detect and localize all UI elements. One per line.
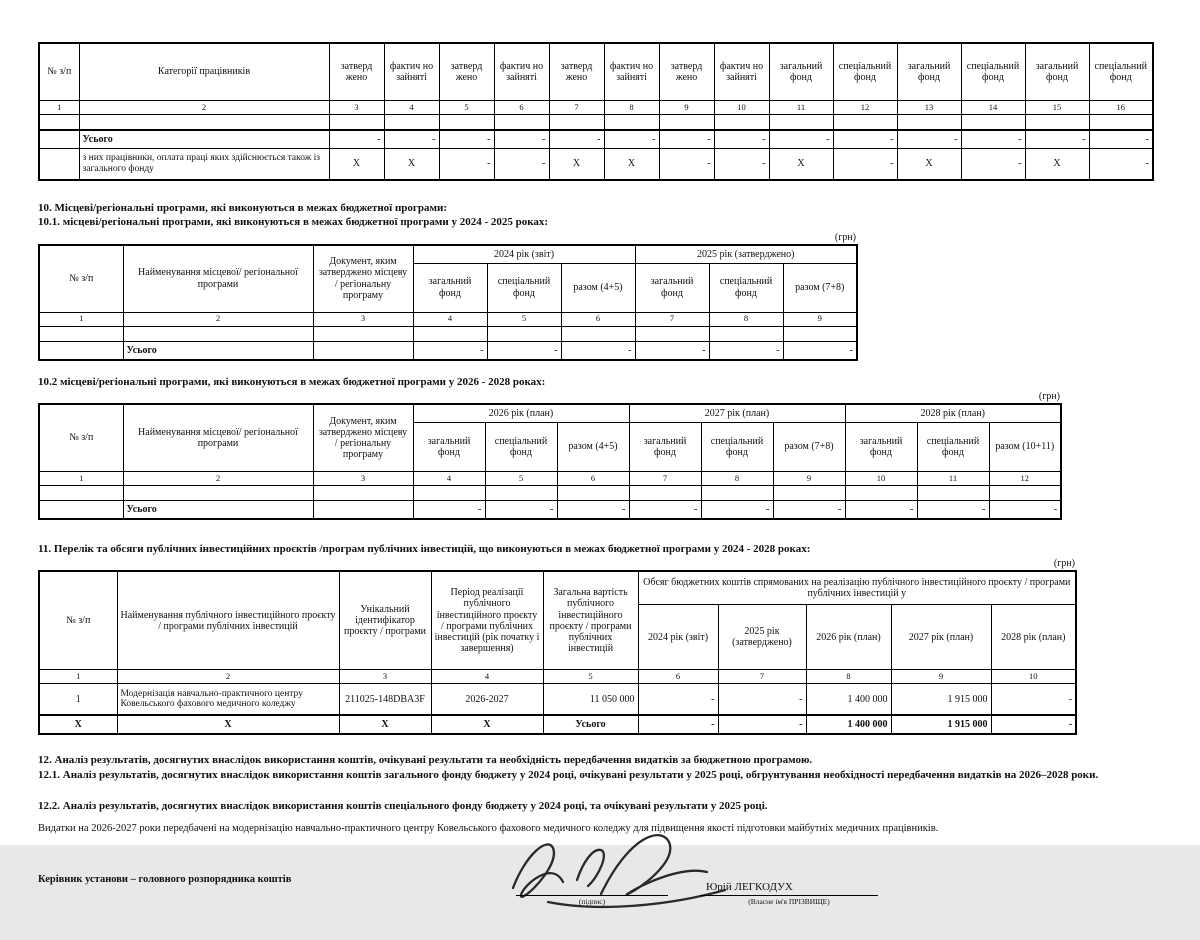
value-cell: -	[783, 341, 857, 360]
staff-col-special-fund: спеціальний фонд	[961, 43, 1025, 101]
colnum-cell: 9	[773, 471, 845, 485]
colnum-cell: 2	[117, 670, 339, 684]
staff-col-approved: затверд жено	[549, 43, 604, 101]
t11-col-cost: Загальна вартість публічного інвестиційного проєкту / програми публічних інвестицій	[543, 571, 638, 670]
project-name: Модернізація навчально-практичного центру Ковельського фахового медичного коледжу	[117, 684, 339, 716]
t101-special-fund: спеціальний фонд	[487, 263, 561, 312]
colnum-cell: 6	[638, 670, 718, 684]
t102-colnum-row	[39, 471, 1061, 485]
t101-colnum-row	[39, 312, 857, 326]
x-cell: X	[339, 715, 431, 734]
t101-col-name: Найменування місцевої/ регіональної програми	[123, 245, 313, 313]
colnum-cell: 11	[917, 471, 989, 485]
project-period: 2026-2027	[431, 684, 543, 716]
empty-cell	[917, 485, 989, 500]
project-number: 1	[39, 684, 117, 716]
t102-sum-4-5: разом (4+5)	[557, 422, 629, 471]
colnum-cell: 2	[123, 312, 313, 326]
colnum-cell: 6	[494, 101, 549, 115]
colnum-cell: 3	[339, 670, 431, 684]
empty-cell	[313, 326, 413, 341]
value-cell: -	[629, 500, 701, 519]
name-line	[700, 895, 878, 896]
t102-year-2028: 2028 рік (план)	[845, 404, 1061, 423]
colnum-cell: 4	[384, 101, 439, 115]
colnum-cell: 3	[313, 471, 413, 485]
value-cell: X	[897, 149, 961, 181]
empty-cell	[773, 485, 845, 500]
t102-special-fund: спеціальний фонд	[917, 422, 989, 471]
t101-col-num: № з/п	[39, 245, 123, 313]
t101-empty-row	[39, 326, 857, 341]
t101-total-row	[39, 341, 857, 360]
value-cell: -	[769, 130, 833, 149]
section-12-2-heading: 12.2. Аналіз результатів, досягнутих внаслідок використання коштів спеціального фонду бюджету у 2024 році, та очікувані результати у 2025 році.	[38, 799, 768, 812]
staff-col-general-fund: загальний фонд	[769, 43, 833, 101]
colnum-cell: 9	[783, 312, 857, 326]
t11-col-uid: Унікальний ідентифікатор проєкту / програми	[339, 571, 431, 670]
value-cell: -	[718, 715, 806, 734]
empty-cell	[329, 115, 384, 131]
value-cell: -	[701, 500, 773, 519]
empty-cell	[769, 115, 833, 131]
empty-cell	[897, 115, 961, 131]
colnum-cell: 2	[123, 471, 313, 485]
t11-year-2028: 2028 рік (план)	[991, 605, 1076, 670]
t11-header-row	[39, 571, 1076, 605]
t102-empty-row	[39, 485, 1061, 500]
empty-cell	[39, 485, 123, 500]
colnum-cell: 7	[635, 312, 709, 326]
value-cell: -	[659, 149, 714, 181]
t102-special-fund: спеціальний фонд	[485, 422, 557, 471]
t11-project-row	[39, 684, 1076, 716]
value-cell: -	[561, 341, 635, 360]
t102-general-fund: загальний фонд	[845, 422, 917, 471]
colnum-cell: 5	[487, 312, 561, 326]
t102-general-fund: загальний фонд	[629, 422, 701, 471]
staff-col-special-fund: спеціальний фонд	[833, 43, 897, 101]
t102-total-row	[39, 500, 1061, 519]
colnum-cell: 9	[891, 670, 991, 684]
empty-cell	[313, 500, 413, 519]
colnum-cell: 8	[806, 670, 891, 684]
staff-col-category: Категорії працівників	[79, 43, 329, 101]
t101-sum-7-8: разом (7+8)	[783, 263, 857, 312]
staff-col-approved: затверд жено	[439, 43, 494, 101]
value-cell: -	[635, 341, 709, 360]
t102-group-row	[39, 404, 1061, 423]
value-cell: -	[1089, 149, 1153, 181]
total-label: Усього	[123, 341, 313, 360]
empty-cell	[659, 115, 714, 131]
value-cell: -	[714, 130, 769, 149]
section-12-heading: 12. Аналіз результатів, досягнутих внаслідок використання коштів, очікувані результати та необхідність передбачення видатків за бюджетною програмою.	[38, 754, 813, 767]
colnum-cell: 1	[39, 471, 123, 485]
empty-cell	[783, 326, 857, 341]
staff-table	[38, 42, 1154, 181]
t102-col-num: № з/п	[39, 404, 123, 472]
colnum-cell: 8	[701, 471, 773, 485]
colnum-cell: 3	[329, 101, 384, 115]
staff-col-general-fund: загальний фонд	[1025, 43, 1089, 101]
colnum-cell: 2	[79, 101, 329, 115]
total-label: Усього	[79, 130, 329, 149]
staff-header-row	[39, 43, 1153, 101]
x-cell: X	[39, 715, 117, 734]
empty-cell	[561, 326, 635, 341]
total-label: Усього	[123, 500, 313, 519]
colnum-cell: 1	[39, 670, 117, 684]
t101-special-fund: спеціальний фонд	[709, 263, 783, 312]
t102-year-2027: 2027 рік (план)	[629, 404, 845, 423]
empty-cell	[604, 115, 659, 131]
t11-col-name: Найменування публічного інвестиційного проєкту / програми публічних інвестицій	[117, 571, 339, 670]
total-label: Усього	[543, 715, 638, 734]
t11-budget-group: Обсяг бюджетних коштів спрямованих на реалізацію публічного інвестиційного проєкту / програми публічних інвестицій у	[638, 571, 1076, 605]
staff-col-num: № з/п	[39, 43, 79, 101]
empty-cell	[439, 115, 494, 131]
t11-col-num: № з/п	[39, 571, 117, 670]
value-cell: X	[384, 149, 439, 181]
value-cell: X	[604, 149, 659, 181]
t101-sum-4-5: разом (4+5)	[561, 263, 635, 312]
value-cell: -	[961, 149, 1025, 181]
value-cell: -	[991, 715, 1076, 734]
colnum-cell: 7	[549, 101, 604, 115]
colnum-cell: 10	[845, 471, 917, 485]
colnum-cell: 15	[1025, 101, 1089, 115]
empty-cell	[494, 115, 549, 131]
value-cell: -	[1025, 130, 1089, 149]
value-cell: X	[769, 149, 833, 181]
empty-cell	[413, 485, 485, 500]
t11-colnum-row	[39, 670, 1076, 684]
value-cell: X	[549, 149, 604, 181]
empty-cell	[413, 326, 487, 341]
value-cell: -	[384, 130, 439, 149]
value-cell: -	[413, 500, 485, 519]
empty-cell	[557, 485, 629, 500]
empty-cell	[39, 149, 79, 181]
staff-col-approved: затверд жено	[329, 43, 384, 101]
colnum-cell: 16	[1089, 101, 1153, 115]
t102-general-fund: загальний фонд	[413, 422, 485, 471]
value-cell: -	[638, 684, 718, 716]
empty-cell	[701, 485, 773, 500]
value-cell: -	[494, 149, 549, 181]
colnum-cell: 6	[561, 312, 635, 326]
empty-cell	[39, 500, 123, 519]
currency-unit-label: (грн)	[834, 231, 856, 243]
value-cell: 1 915 000	[891, 715, 991, 734]
value-cell: X	[1025, 149, 1089, 181]
staff-col-general-fund: загальний фонд	[897, 43, 961, 101]
staff-col-occupied: фактич но зайняті	[494, 43, 549, 101]
value-cell: -	[714, 149, 769, 181]
t102-col-doc: Документ, яким затверджено місцеву / регіональну програму	[313, 404, 413, 472]
t101-general-fund: загальний фонд	[413, 263, 487, 312]
empty-cell	[79, 115, 329, 131]
empty-cell	[961, 115, 1025, 131]
empty-cell	[384, 115, 439, 131]
colnum-cell: 10	[714, 101, 769, 115]
colnum-cell: 5	[439, 101, 494, 115]
t101-col-doc: Документ, яким затверджено місцеву / регіональну програму	[313, 245, 413, 313]
staff-col-approved: затверд жено	[659, 43, 714, 101]
currency-unit-label: (грн)	[1038, 390, 1060, 402]
empty-cell	[1089, 115, 1153, 131]
section-10-1-heading: 10.1. місцеві/регіональні програми, які виконуються в межах бюджетної програми у 2024 - 2025 роках:	[38, 216, 549, 229]
staff-col-occupied: фактич но зайняті	[604, 43, 659, 101]
empty-cell	[313, 341, 413, 360]
staff-subrow	[39, 149, 1153, 181]
value-cell: -	[1089, 130, 1153, 149]
empty-cell	[833, 115, 897, 131]
value-cell: -	[709, 341, 783, 360]
colnum-cell: 3	[313, 312, 413, 326]
empty-cell	[123, 485, 313, 500]
colnum-cell: 12	[989, 471, 1061, 485]
colnum-cell: 5	[543, 670, 638, 684]
value-cell: -	[989, 500, 1061, 519]
empty-cell	[845, 485, 917, 500]
signature-line	[516, 895, 668, 896]
value-cell: -	[494, 130, 549, 149]
section-11-heading: 11. Перелік та обсяги публічних інвестиційних проєктів /програм публічних інвестицій, що виконуються в межах бюджетної програми у 2024 - 2028 роках:	[38, 542, 811, 555]
investment-projects-table	[38, 570, 1077, 735]
t102-year-2026: 2026 рік (план)	[413, 404, 629, 423]
value-cell: -	[557, 500, 629, 519]
colnum-cell: 4	[431, 670, 543, 684]
colnum-cell: 8	[709, 312, 783, 326]
empty-cell	[1025, 115, 1089, 131]
t102-col-name: Найменування місцевої/ регіональної програми	[123, 404, 313, 472]
value-cell: -	[329, 130, 384, 149]
colnum-cell: 4	[413, 312, 487, 326]
empty-cell	[123, 326, 313, 341]
t102-sum-7-8: разом (7+8)	[773, 422, 845, 471]
value-cell: 1 400 000	[806, 684, 891, 716]
value-cell: -	[833, 149, 897, 181]
colnum-cell: 1	[39, 312, 123, 326]
colnum-cell: 9	[659, 101, 714, 115]
empty-cell	[485, 485, 557, 500]
value-cell: -	[718, 684, 806, 716]
value-cell: -	[897, 130, 961, 149]
t101-general-fund: загальний фонд	[635, 263, 709, 312]
empty-cell	[709, 326, 783, 341]
section-10-2-heading: 10.2 місцеві/регіональні програми, які виконуються в межах бюджетної програми у 2026 - 2028 роках:	[38, 375, 546, 388]
x-cell: X	[117, 715, 339, 734]
colnum-cell: 4	[413, 471, 485, 485]
empty-cell	[487, 326, 561, 341]
x-cell: X	[431, 715, 543, 734]
value-cell: -	[638, 715, 718, 734]
empty-cell	[549, 115, 604, 131]
name-caption: (Власне ім'я ПРІЗВИЩЕ)	[748, 896, 830, 906]
value-cell: -	[485, 500, 557, 519]
colnum-cell: 7	[718, 670, 806, 684]
t101-group-row	[39, 245, 857, 264]
empty-cell	[39, 341, 123, 360]
signatory-role: Керівник установи – головного розпорядника коштів	[38, 873, 292, 885]
t101-year-2025: 2025 рік (затверджено)	[635, 245, 857, 264]
colnum-cell: 6	[557, 471, 629, 485]
value-cell: -	[917, 500, 989, 519]
t11-year-2027: 2027 рік (план)	[891, 605, 991, 670]
empty-cell	[635, 326, 709, 341]
empty-cell	[313, 485, 413, 500]
t11-total-row	[39, 715, 1076, 734]
section-10-heading: 10. Місцеві/регіональні програми, які виконуються в межах бюджетної програми:	[38, 202, 448, 214]
value-cell: -	[845, 500, 917, 519]
empty-cell	[39, 130, 79, 149]
local-programs-2026-2028-table	[38, 403, 1062, 520]
t11-col-period: Період реалізації публічного інвестиційного проєкту / програми публічних інвестицій (рік початку і завершення)	[431, 571, 543, 670]
value-cell: -	[487, 341, 561, 360]
t11-year-2024: 2024 рік (звіт)	[638, 605, 718, 670]
colnum-cell: 12	[833, 101, 897, 115]
local-programs-2024-2025-table	[38, 244, 858, 361]
value-cell: 1 915 000	[891, 684, 991, 716]
staff-col-occupied: фактич но зайняті	[384, 43, 439, 101]
t102-sum-10-11: разом (10+11)	[989, 422, 1061, 471]
value-cell: -	[961, 130, 1025, 149]
value-cell: -	[439, 130, 494, 149]
value-cell: -	[413, 341, 487, 360]
value-cell: -	[659, 130, 714, 149]
value-cell: 1 400 000	[806, 715, 891, 734]
value-cell: -	[439, 149, 494, 181]
value-cell: -	[991, 684, 1076, 716]
signatory-name: Юрій ЛЕГКОДУХ	[706, 880, 793, 893]
colnum-cell: 13	[897, 101, 961, 115]
colnum-cell: 10	[991, 670, 1076, 684]
value-cell: -	[833, 130, 897, 149]
value-cell: -	[773, 500, 845, 519]
colnum-cell: 5	[485, 471, 557, 485]
t11-year-2025: 2025 рік (затверджено)	[718, 605, 806, 670]
signature-caption: (підпис)	[578, 896, 606, 906]
project-uid: 211025-148DBA3F	[339, 684, 431, 716]
staff-col-occupied: фактич но зайняті	[714, 43, 769, 101]
colnum-cell: 7	[629, 471, 701, 485]
empty-cell	[989, 485, 1061, 500]
expenditure-note: Видатки на 2026-2027 роки передбачені на модернізацію навчально-практичного центру Ковельського фахового медичного коледжу для підвищення якості підготовки майбутніх медичних працівників.	[38, 822, 939, 834]
colnum-cell: 14	[961, 101, 1025, 115]
empty-cell	[39, 326, 123, 341]
empty-cell	[714, 115, 769, 131]
t11-year-2026: 2026 рік (план)	[806, 605, 891, 670]
staff-total-row	[39, 130, 1153, 149]
empty-cell	[629, 485, 701, 500]
signature-block	[38, 860, 1160, 940]
staff-empty-row	[39, 115, 1153, 131]
t102-special-fund: спеціальний фонд	[701, 422, 773, 471]
t101-year-2024: 2024 рік (звіт)	[413, 245, 635, 264]
colnum-cell: 11	[769, 101, 833, 115]
staff-colnum-row	[39, 101, 1153, 115]
value-cell: -	[549, 130, 604, 149]
staff-col-special-fund: спеціальний фонд	[1089, 43, 1153, 101]
value-cell: X	[329, 149, 384, 181]
currency-unit-label: (грн)	[1053, 558, 1075, 570]
empty-cell	[39, 115, 79, 131]
subrow-label: з них працівники, оплата праці яких здійснюється також із загального фонду	[79, 149, 329, 181]
section-12-1-heading: 12.1. Аналіз результатів, досягнутих внаслідок використання коштів загального фонду бюджету у 2024 році, очікувані результати у 2025 році, обгрунтування необхідності передбачення видатків на 2026–2028 роки.	[38, 769, 1099, 782]
colnum-cell: 1	[39, 101, 79, 115]
value-cell: -	[604, 130, 659, 149]
colnum-cell: 8	[604, 101, 659, 115]
project-cost: 11 050 000	[543, 684, 638, 716]
